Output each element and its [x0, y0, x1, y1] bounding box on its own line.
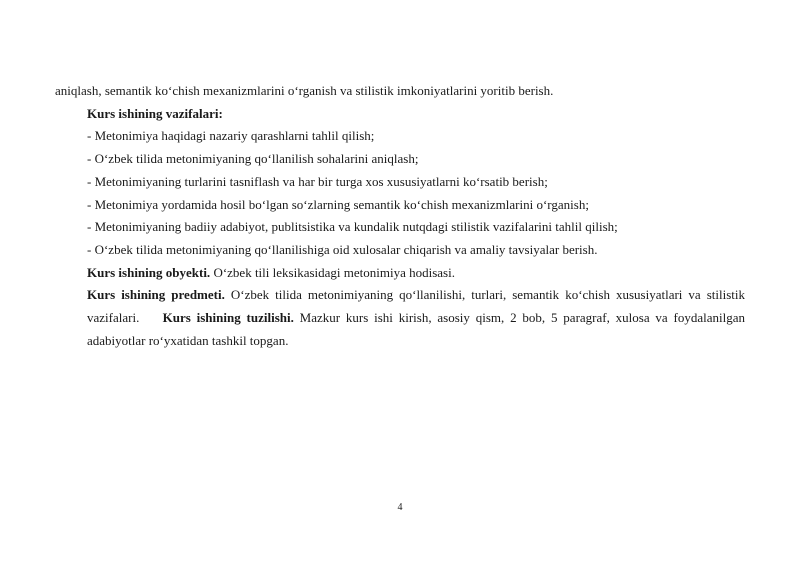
body-text — [55, 80, 745, 352]
task-item: - Metonimiyaning badiiy adabiyot, publitsistika va kundalik nutqdagi stilistik vazifalarini tahlil qilish; — [87, 219, 618, 235]
tasks-heading-label: Kurs ishining vazifalari: — [87, 105, 223, 121]
task-item: - Metonimiya yordamida hosil bo‘lgan so‘zlarning semantik ko‘chish mexanizmlarini o‘rganish; — [87, 196, 589, 212]
task-item: - Metonimiyaning turlarini tasniflash va har bir turga xos xususiyatlarni ko‘rsatib berish; — [87, 173, 548, 189]
subject-label: Kurs ishining predmeti. — [87, 287, 225, 303]
tasks-heading — [55, 103, 745, 126]
page-number: 4 — [397, 502, 403, 513]
task-item: - Metonimiya haqidagi nazariy qarashlarni tahlil qilish; — [87, 128, 375, 144]
subject-text: O‘zbek tilida metonimiyaning qo‘llanilishi, turlari, semantik ko‘chish xususiyatlari va stilistik vazifalari. — [87, 287, 746, 326]
task-item: - O‘zbek tilida metonimiyaning qo‘llanilishiga oid xulosalar chiqarish va amaliy tavsiyalar berish. — [87, 241, 598, 257]
object-paragraph — [55, 262, 745, 285]
object-text: O‘zbek tili leksikasidagi metonimiya hodisasi. — [210, 264, 455, 280]
structure-text: Mazkur kurs ishi kirish, asosiy qism, 2 bob, 5 paragraf, xulosa va foydalanilgan adabiyotlar ro‘yxatidan tashkil topgan. — [87, 310, 746, 348]
intro-line: aniqlash, semantik ko‘chish mexanizmlarini o‘rganish va stilistik imkoniyatlarini yoritib berish. — [55, 83, 554, 98]
subject-structure-paragraph — [55, 284, 745, 352]
structure-label: Kurs ishining tuzilishi. — [162, 310, 294, 326]
task-item: - O‘zbek tilida metonimiyaning qo‘llanilish sohalarini aniqlash; — [87, 151, 419, 167]
object-label: Kurs ishining obyekti. — [87, 264, 211, 280]
